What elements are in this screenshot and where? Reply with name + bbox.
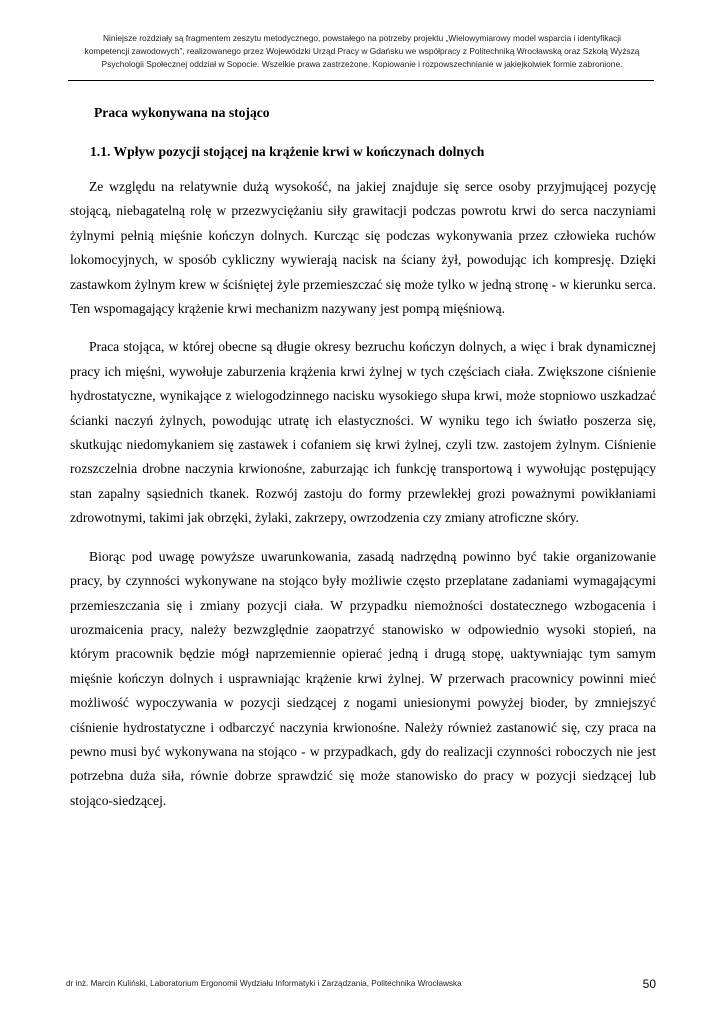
header-divider [68,80,654,81]
body-paragraph: Praca stojąca, w której obecne są długie okresy bezruchu kończyn dolnych, a więc i brak dynamicznej pracy ich mięśni, wywołuje zaburzenia krążenia krwi żylnej w tych częściach ciała. Zwiększone ciśnienie hydrostatyczne, wynikające z wielogodzinnego nacisku wysokiego słupa krwi, może stopniowo uszkadzać ścianki naczyń żylnych, powodując utratę ich elastyczności. W wyniku tego ich światło poszerza się, skutkując niedomykaniem się zastawek i cofaniem się krwi żylnej, czyli tzw. zastojem żylnym. Ciśnienie rozszczelnia drobne naczynia krwionośne, zaburzając ich funkcję transportową i wywołując postępujący stan zapalny sąsiednich tkanek. Rozwój zastoju do formy przewlekłej grozi poważnymi powikłaniami zdrowotnymi, takimi jak obrzęki, żylaki, zakrzepy, owrzodzenia czy zmiany atroficzne skóry. [70,339,656,526]
body-paragraph: Ze względu na relatywnie dużą wysokość, na jakiej znajduje się serce osoby przyjmującej pozycję stojącą, niebagatelną rolę w przezwyciężaniu siły grawitacji podczas powrotu krwi do serca naczyniami żylnymi pełnią mięśnie kończyn dolnych. Kurcząc się podczas wykonywania przez człowieka ruchów lokomocyjnych, w sposób cykliczny wywierają nacisk na ściany żył, powodując ich kompresję. Dzięki zastawkom żylnym krew w ściśniętej żyle przemieszczać się może tylko w jedną stronę - w kierunku serca. Ten wspomagający krążenie krwi mechanizm nazywany jest pompą mięśniową. [70,179,656,317]
page-body [70,102,656,813]
header-line: Psychologii Społecznej oddział w Sopocie. Wszelkie prawa zastrzeżone. Kopiowanie i rozpowszechnianie w jakiejkolwiek formie zabronione. [101,59,623,69]
header-line: Niniejsze rozdziały są fragmentem zeszytu metodycznego, powstałego na potrzeby projektu „Wielowymiarowy model wsparcia i identyfikacji [102,33,622,43]
header-line: kompetencji zawodowych”, realizowanego przez Wojewódzki Urząd Pracy w Gdańsku we współpracy z Politechniką Wrocławską oraz Szkołą Wyższą [84,46,640,56]
page-footer: dr inż. Marcin Kuliński, Laboratorium Ergonomii Wydziału Informatyki i Zarządzania, Politechnika Wrocławska [66,979,462,988]
page-header [60,32,664,71]
body-paragraph: Biorąc pod uwagę powyższe uwarunkowania, zasadą nadrzędną powinno być takie organizowanie pracy, by czynności wykonywane na stojąco były możliwie często przeplatane zadaniami wymagającymi przemieszczania się i zmiany pozycji ciała. W przypadku niemożności dostatecznego wzbogacenia i urozmaicenia pracy, należy bezwzględnie zaopatrzyć stanowisko w odpowiednio wysoki stopień, na którym pracownik będzie mógł naprzemiennie opierać jedną i drugą stopę, uaktywniając tym samym mięśnie kończyn dolnych i usprawniając krążenie krwi żylnej. W przerwach pracownicy powinni mieć możliwość wypoczywania w pozycji siedzącej z nogami uniesionymi powyżej bioder, by zmniejszyć ciśnienie hydrostatyczne i odbarczyć naczynia krwionośne. Należy również zastanowić się, czy praca na pewno musi być wykonywana na stojąco - w przypadkach, gdy do realizacji czynności roboczych nie jest potrzebna duża siła, równie dobrze sprawdzić się może stanowisko do pracy w pozycji siedzącej lub stojąco-siedzącej. [70,548,656,808]
page-number: 50 [642,977,656,991]
section-title: Praca wykonywana na stojąco [94,105,270,120]
subsection-title: 1.1. Wpływ pozycji stojącej na krążenie krwi w kończynach dolnych [90,144,485,159]
